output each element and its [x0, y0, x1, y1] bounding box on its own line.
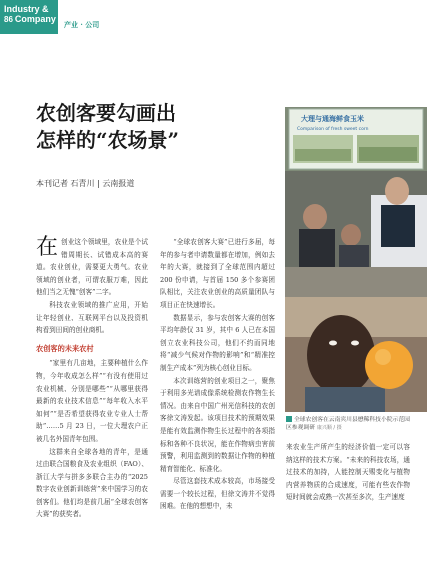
slide-title: 大理与通海鲜食玉米 [301, 115, 364, 123]
caption-text: 全球农创客在云南宾川县懋稀科技小院示范园区参观调研 [286, 417, 410, 431]
subheading: 农创客的未来农村 [36, 343, 94, 353]
photo-caption [286, 416, 414, 432]
text-column-2 [160, 236, 275, 513]
photo-fruit [285, 297, 427, 412]
paragraph-2: 科技农业领域的推广应用，开始让年轻创业、互联网平台以及投资机构看到田间的创业商机。 [36, 300, 148, 335]
article-title [36, 100, 296, 154]
paragraph-3: “家里有几亩地，主要种植什么作物，今年收成怎么样”“有没有使用过农业机械、分别是哪些”“从哪里获得最新的农业技术信息”“每年收入水平如何”“是否希望获得农业专业人士帮助”……5 月 23 日，一位大理农户正被几名外国青年包围。 [36, 359, 148, 443]
slide-subtitle: Comparison of fresh sweet corn [297, 127, 369, 132]
photo-presentation [285, 107, 427, 297]
paragraph-4: 这群来自全球各地的青年，是通过由联合国粮食及农业组织（FAO）、浙江大学与拼多多联合主办的“2025 数字农业创新训练营”来中国学习的农创客们。他们均是前几届“全球农创客大赛”的获奖者。 [36, 447, 148, 519]
paragraph-1-text: 创业这个领域里，农业是个试错周期长、试错成本高的赛道。农业创业，需要更大勇气。农业领域的创业者，可谓农服万难，因此他们当之无愧“创客”二字。 [36, 238, 148, 297]
text-column-3 [286, 441, 410, 504]
paragraph-9: 来农业生产所产生的经济价值一定可以容纳这样的技术方案。“未来的科技农场，通过技术的加持，人能控制天赐变化与植物内营养物质的合成速度，可能有些农作物短时间就会成熟一次甚至多次，生产速度 [286, 443, 410, 502]
paragraph-8: 尽管这套技术成本较高，市场接受需要一个较长过程，但徐文涛并不觉得困难。在他的想想中，未 [160, 477, 275, 511]
paragraph-1 [36, 236, 148, 299]
presentation-photo-illustration [285, 107, 427, 297]
paragraph-5: “全球农创客大赛”已进行多届，每年的参与者申请数量都在增加，例如去年的大赛，就接到了全球范围内超过 200 份申请，与首届 150 多个参赛团队相比，关注农业创业的高质量团队与项目正在快速增长。 [160, 238, 275, 309]
title-line-2: 怎样的“农场景” [36, 128, 180, 152]
photo-credit: 康兴顺 / 摄 [316, 425, 342, 431]
page-number: 86 [4, 15, 13, 24]
text-column-1 [36, 236, 148, 521]
title-line-1: 农创客要勾画出 [36, 101, 176, 125]
fruit-photo-illustration [285, 297, 427, 412]
drop-cap: 在 [36, 235, 59, 260]
category-label: 产业 · 公司 [64, 20, 100, 29]
byline: 本刊记者 石青川 | 云南报道 [36, 179, 135, 188]
section-label-company: Company [14, 14, 56, 24]
section-tab [0, 0, 58, 34]
section-label-line2 [4, 14, 58, 25]
section-label-line1: Industry & [4, 4, 49, 14]
paragraph-6: 数据显示，参与农创客大赛的创客平均年龄仅 31 岁，其中 6 人已在本国创立农业科技公司，他们不约而同地将“减少气候对作物的影响”和“精准控制生产成本”列为核心创业目标。 [160, 313, 275, 372]
paragraph-7: 本次训练营的创业项目之一，聚焦于利用多光谱成像系统检测农作物生长情况。由来自中国广州光信科技的农创客徐文涛发起。该项目技术的预期效果是能有效监测作物生长过程中的各项指标和各种不良状况，能在作物病虫害前预警，利用监测到的数据让作物的种植精育智能化、标准化。 [160, 376, 275, 473]
caption-marker [286, 416, 292, 422]
